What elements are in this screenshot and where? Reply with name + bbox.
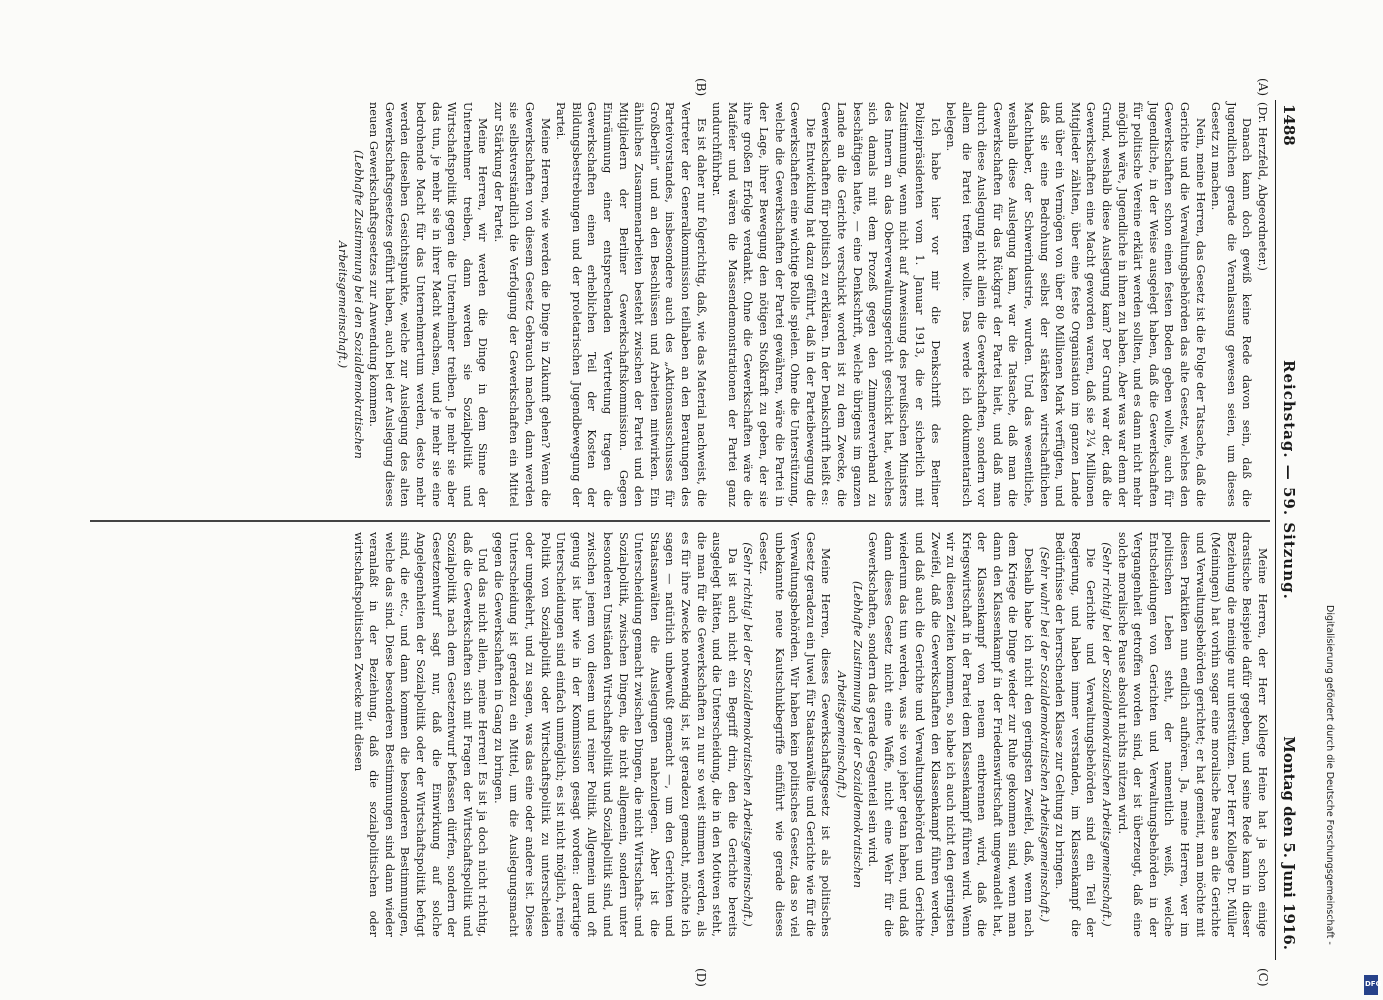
paragraph: Nein, meine Herren, das Gesetz ist die Folge der Tatsache, daß die Gerichte und die Verwaltungsbehörden das alte Gesetz, welches den Gewerkschaften schon einen festen Boden geben wollte, auch für Jugendliche, in der Weise ausgelegt haben, daß die Gewerkschaften für politische Vereine erklärt werden sollten, und es dann nicht mehr möglich wäre, Jugendliche in ihnen zu haben. Aber was war denn der Grund, weshalb diese Auslegung kam? Der Grund war der, daß die Gewerkschaften eine Macht geworden waren, daß sie 2¼ Millionen Mitglieder zählten, über eine feste Organisation im ganzen Lande und über ein Vermögen von über 80 Millionen Mark verfügten, und daß sie eine Bedrohung selbst der stärksten wirtschaftlichen Machthaber, der Schwerindustrie, wurden. Und das wesentliche, weshalb diese Auslegung kam, war die Tatsache, daß man die Gewerkschaften für das Rückgrat der Partei hielt, und daß man durch diese Auslegung nicht allein die Gewerkschaften, sondern vor allem die Partei treffen wollte. Das werde ich dokumentarisch belegen. <box>944 102 1207 507</box>
paragraph: Da ist auch nicht ein Begriff drin, den die Gerichte bereits ausgelegt hätten, und die Unterscheidung, die in den Motiven steht, die man für die Gewerkschaften zu nur so weit stimmen werden, als es für ihre Zwecke notwendig ist, ist geradezu gemacht, möchte ich sagen — natürlich unbewußt gemacht —, um den Gerichten und Staatsanwälten die Auslegungen nahezulegen. Aber ist die Unterscheidung gemacht zwischen Dingen, die nicht Wirtschafts- und Sozialpolitik, zwischen Dingen, die nicht allgemein, sondern unter besonderen Umständen Wirtschaftspolitik und Sozialpolitik sind, und zwischen jenem von diesem und reiner Politik. Allgemein und oft genug ist hier wie in der Kommission gesagt worden: derartige Unterscheidungen sind einfach unmöglich; es ist nicht möglich, reine Politik von Sozialpolitik oder Wirtschaftspolitik zu unterscheiden oder umgekehrt, und zu sagen, was das eine oder andere ist. Diese Unterscheidung ist geradezu ein Mittel, um die Auslegungsmacht gegen die Gewerkschaften in Gang zu bringen. <box>491 532 739 937</box>
rotated-document-page <box>80 78 1300 987</box>
session-title: Reichstag. — 59. Sitzung. <box>1280 360 1298 600</box>
paragraph: Meine Herren, wir werden die Dinge in dem Sinne der Unternehmer treiben, dann werden sie Sozialpolitik und Wirtschaftspolitik gegen die Unternehmer treiben. Je mehr sie aber das tun, je mehr sie in ihrer Macht wachsen, und je mehr sie eine bedrohende Macht für das Unternehmertum werden, desto mehr werden dieselben Gesichtspunkte, welche zur Auslegung des alten Gewerkschaftsgesetzes geführt haben, auch bei der Auslegung dieses neuen Gewerkschaftsgesetzes zur Anwendung kommen. <box>367 102 490 507</box>
interjection: (Sehr richtig! bei der Sozialdemokratischen Arbeitsgemeinschaft.) <box>741 542 755 927</box>
paragraph: Meine Herren, dieses Gewerkschaftsgesetz ist als politisches Gesetz geradezu ein Juwel für Staatsanwälte und Gerichte wie für die Verwaltungsbehörden. Wir haben kein politisches Gesetz, das so viel unbekannte neue Kautschukbegriffe einführt wie gerade dieses Gesetz. <box>757 532 833 937</box>
quoted-paragraph: Die Entwicklung hat dazu geführt, daß in der Parteibewegung die Gewerkschaften eine wichtige Rolle spielen. Ohne die Unterstützung, welche die Gewerkschaften der Partei gewähren, wäre die Partei in der Lage, ihrer Bewegung den nötigen Stoßkraft zu geben, der sie ihre großen Erfolge verdankt. Ohne die Gewerkschaften wäre die Maifeier und wären die Massendemonstrationen der Partei ganz undurchführbar. <box>710 102 817 507</box>
margin-marker-c: (C) <box>1256 968 1270 987</box>
right-column <box>350 532 1270 937</box>
quoted-paragraph: Es ist daher nur folgerichtig, daß, wie das Material nachweist, die Vertreter der Generalkommission teilhaben an den Beratungen des Parteivorstandes, insbesondere auch des „Aktionsausschusses für Großberlin“ und an den Beschlüssen und Arbeiten mitwirken. Ein ähnliches Zusammenarbeiten besteht zwischen der Partei und den Mitgliedern der Berliner Gewerkschaftskommission. Gegen Einräumung einer entsprechenden Vertretung tragen die Gewerkschaften einen erheblichen Teil der Kosten der Bildungsbestrebungen und der proletarischen Jugendbewegung der Partei. <box>554 102 708 507</box>
paragraph: Ich habe hier vor mir die Denkschrift des Berliner Polizeipräsidenten vom 1. Januar 1913, die er sicherlich mit Zustimmung, wenn nicht auf Anweisung des preußischen Ministers des Innern an das Oberverwaltungsgericht geschickt hat, welches sich damals mit dem Prozeß gegen den Zimmererverband zu beschäftigen hatte, — eine Denkschrift, welche übrigens im ganzen Lande an die Gerichte verschickt worden ist zu dem Zwecke, die Gewerkschaften für politisch zu erklären. In der Denkschrift heißt es: <box>819 102 942 507</box>
paragraph: Deshalb habe ich nicht den geringsten Zweifel, daß, wenn nach dem Kriege die Dinge wieder zur Ruhe gekommen sind, wenn man dann den Klassenkampf in der Friedenswirtschaft umgewandelt hat, der Klassenkampf von neuem entbrennen wird, daß die Kriegswirtschaft in der Partei dem Klassenkampf führen wird. Wenn wir zu diesen Zeiten kommen, so habe ich auch nicht den geringsten Zweifel, daß die Gewerkschaften den Klassenkampf führen werden, und daß auch die Gerichte und Verwaltungsbehörden und Gerichte wiederum das tun werden, was sie von jeher getan haben, und daß dann dieses Gesetz nicht eine Waffe, nicht eine Wehr für die Gewerkschaften, sondern das gerade Gegenteil sein wird. <box>866 532 1036 937</box>
dfg-logo[interactable] <box>1364 975 1382 995</box>
dfg-logo-text: DFG <box>1365 980 1382 988</box>
paragraph: Meine Herren, der Herr Kollege Heine hat ja schon einige drastische Beispiele dafür gegeben, und seine Rede kann in dieser Beziehung die meinige nur unterstützen. Der Herr Kollege Dr. Müller (Meiningen) hat vorhin sogar eine moralische Pause an die Gerichte und Verwaltungsbehörden gerichtet; er hat gemeint, man möchte mit diesen Praktiken nun endlich aufhören. Ja, meine Herren, wer im politischen Leben steht, der namentlich weiß, welche Entscheidungen von Gerichten und Verwaltungsbehörden in der Vergangenheit getroffen worden sind, der ist überzeugt, daß eine solche moralische Pause absolut nichts nützen wird. <box>1115 532 1269 937</box>
interjection: (Lebhafte Zustimmung bei der Sozialdemokratischen Arbeitsgemeinschaft.) <box>834 580 864 889</box>
session-date: Montag den 5. Juni 1916. <box>1280 736 1298 950</box>
interjection: (Sehr richtig! bei der Sozialdemokratischen Arbeitsgemeinschaft.) <box>1100 542 1114 927</box>
column-divider <box>90 520 1270 522</box>
digitization-credit: Digitalisierung gefördert durch die Deutsche Forschungsgemeinschaft - <box>1324 605 1335 945</box>
page-number: 1488 <box>1280 104 1298 146</box>
left-column <box>334 102 1270 507</box>
margin-marker-d: (D) <box>694 968 708 987</box>
interjection: (Lebhafte Zustimmung bei den Sozialdemokratischen Arbeitsgemeinschaft.) <box>335 150 365 459</box>
speaker-line: (Dr. Herzfeld, Abgeordneter.) <box>1256 102 1269 271</box>
margin-marker-a: (A) <box>1256 78 1270 97</box>
paragraph: Meine Herren, wie werden die Dinge in Zukunft gehen? Wenn die Gewerkschaften von diesem Gesetz Gebrauch machen, dann werden sie selbstverständlich die Verfolgung der Gewerkschaften ein Mittel zur Stärkung der Partei. <box>491 102 552 507</box>
paragraph: Danach kann doch gewiß keine Rede davon sein, daß die Jugendlichen gerade die Veranlassung gewesen seien, um dieses Gesetz zu machen. <box>1209 102 1254 507</box>
page-header <box>1275 100 1300 960</box>
paragraph: Die Gerichte und Verwaltungsbehörden sind ein Teil der Regierung, und haben immer verstanden, im Klassenkampf die Bedürfnisse der herrschenden Klasse zur Geltung zu bringen. <box>1053 532 1098 937</box>
interjection: (Sehr wahr! bei der Sozialdemokratischen Arbeitsgemeinschaft.) <box>1037 546 1051 923</box>
paragraph: Und das nicht allein, meine Herren! Es ist ja doch nicht richtig, daß die Gewerkschaften sich mit Fragen der Wirtschaftspolitik und Sozialpolitik nach dem Gesetzentwurf befassen dürfen, sondern der Gesetzentwurf sagt nur, daß die Einwirkung auf solche Angelegenheiten der Sozialpolitik oder der Wirtschaftspolitik befugt sind, die etc., und dann kommen die besonderen Bestimmungen, welche das sind. Diese besonderen Bestimmungen sind dann wieder veranlaßt in der Beziehung, daß die sozialpolitischen oder wirtschaftspolitischen Zwecke mit diesen <box>351 532 490 937</box>
margin-marker-b: (B) <box>694 78 708 97</box>
